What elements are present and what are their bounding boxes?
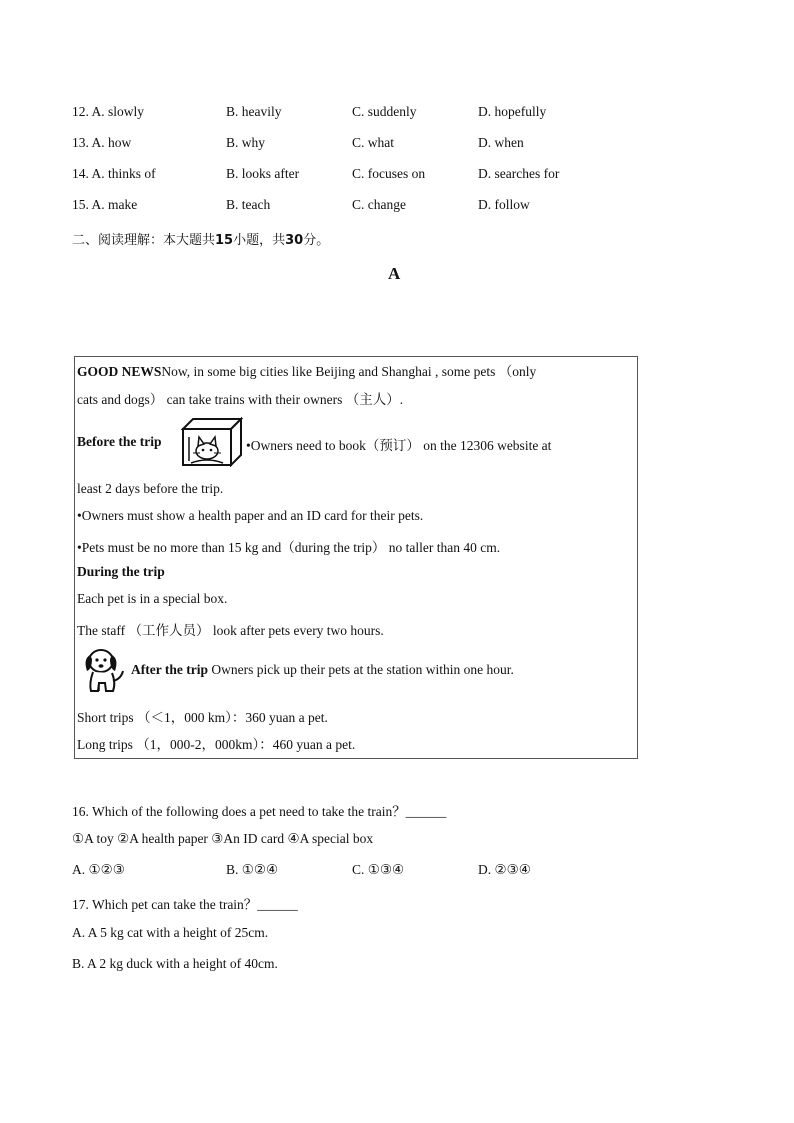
option: B. why	[226, 135, 266, 150]
good-news-line-2: cats and dogs） can take trains with their owners （主人）.	[77, 392, 404, 407]
before-trip-label: Before the trip	[77, 434, 162, 449]
option: C. suddenly	[352, 104, 417, 119]
option: D. searches for	[478, 166, 560, 181]
option: B. looks after	[226, 166, 300, 181]
option: B. ①②④	[226, 862, 279, 877]
before-trip-text: •Pets must be no more than 15 kg and（during the trip） no taller than 40 cm.	[77, 540, 501, 555]
question-17-stem: 17. Which pet can take the train？______	[72, 897, 298, 912]
option: C. focuses on	[352, 166, 426, 181]
option: A. ①②③	[72, 862, 125, 877]
option: B. heavily	[226, 104, 282, 119]
question-16-stem: 16. Which of the following does a pet need to take the train？______	[72, 804, 447, 819]
before-trip-text: least 2 days before the trip.	[77, 481, 224, 496]
question-row	[72, 166, 632, 186]
during-trip-text: Each pet is in a special box.	[77, 591, 228, 606]
option: D. ②③④	[478, 862, 531, 877]
good-news-line: GOOD NEWSNow, in some big cities like Beijing and Shanghai , some pets （only	[77, 364, 537, 379]
cat-in-box-icon	[179, 415, 243, 467]
option: C. change	[352, 197, 406, 212]
question-17-option-b: B. A 2 kg duck with a height of 40cm.	[72, 956, 278, 971]
short-trips-price: Short trips （＜1，000 km）：360 yuan a pet.	[77, 710, 328, 725]
after-trip-line: After the trip Owners pick up their pets at the station within one hour.	[131, 662, 514, 677]
option: 13. A. how	[72, 135, 132, 150]
option: D. follow	[478, 197, 530, 212]
long-trips-price: Long trips （1，000-2，000km）：460 yuan a pet.	[77, 737, 356, 752]
option: 12. A. slowly	[72, 104, 145, 119]
before-trip-text: •Owners must show a health paper and an ID card for their pets.	[77, 508, 424, 523]
passage-letter: A	[388, 264, 401, 283]
question-17-option-a: A. A 5 kg cat with a height of 25cm.	[72, 925, 269, 940]
section-title: 二、阅读理解：本大题共15小题，共30分。	[72, 233, 330, 248]
option: D. when	[478, 135, 524, 150]
option: B. teach	[226, 197, 271, 212]
before-trip-text: •Owners need to book（预订） on the 12306 website at	[246, 438, 552, 453]
question-row	[72, 135, 632, 155]
dog-icon	[79, 645, 129, 695]
question-row	[72, 197, 632, 217]
option: 14. A. thinks of	[72, 166, 156, 181]
option: C. what	[352, 135, 394, 150]
option: D. hopefully	[478, 104, 547, 119]
question-16-items: ①A toy ②A health paper ③An ID card ④A special box	[72, 831, 374, 846]
during-trip-label: During the trip	[77, 564, 165, 579]
question-16-options	[72, 862, 632, 882]
option: C. ①③④	[352, 862, 405, 877]
question-row	[72, 104, 632, 124]
during-trip-text: The staff （工作人员） look after pets every two hours.	[77, 623, 384, 638]
option: 15. A. make	[72, 197, 138, 212]
notice-box	[74, 356, 638, 759]
